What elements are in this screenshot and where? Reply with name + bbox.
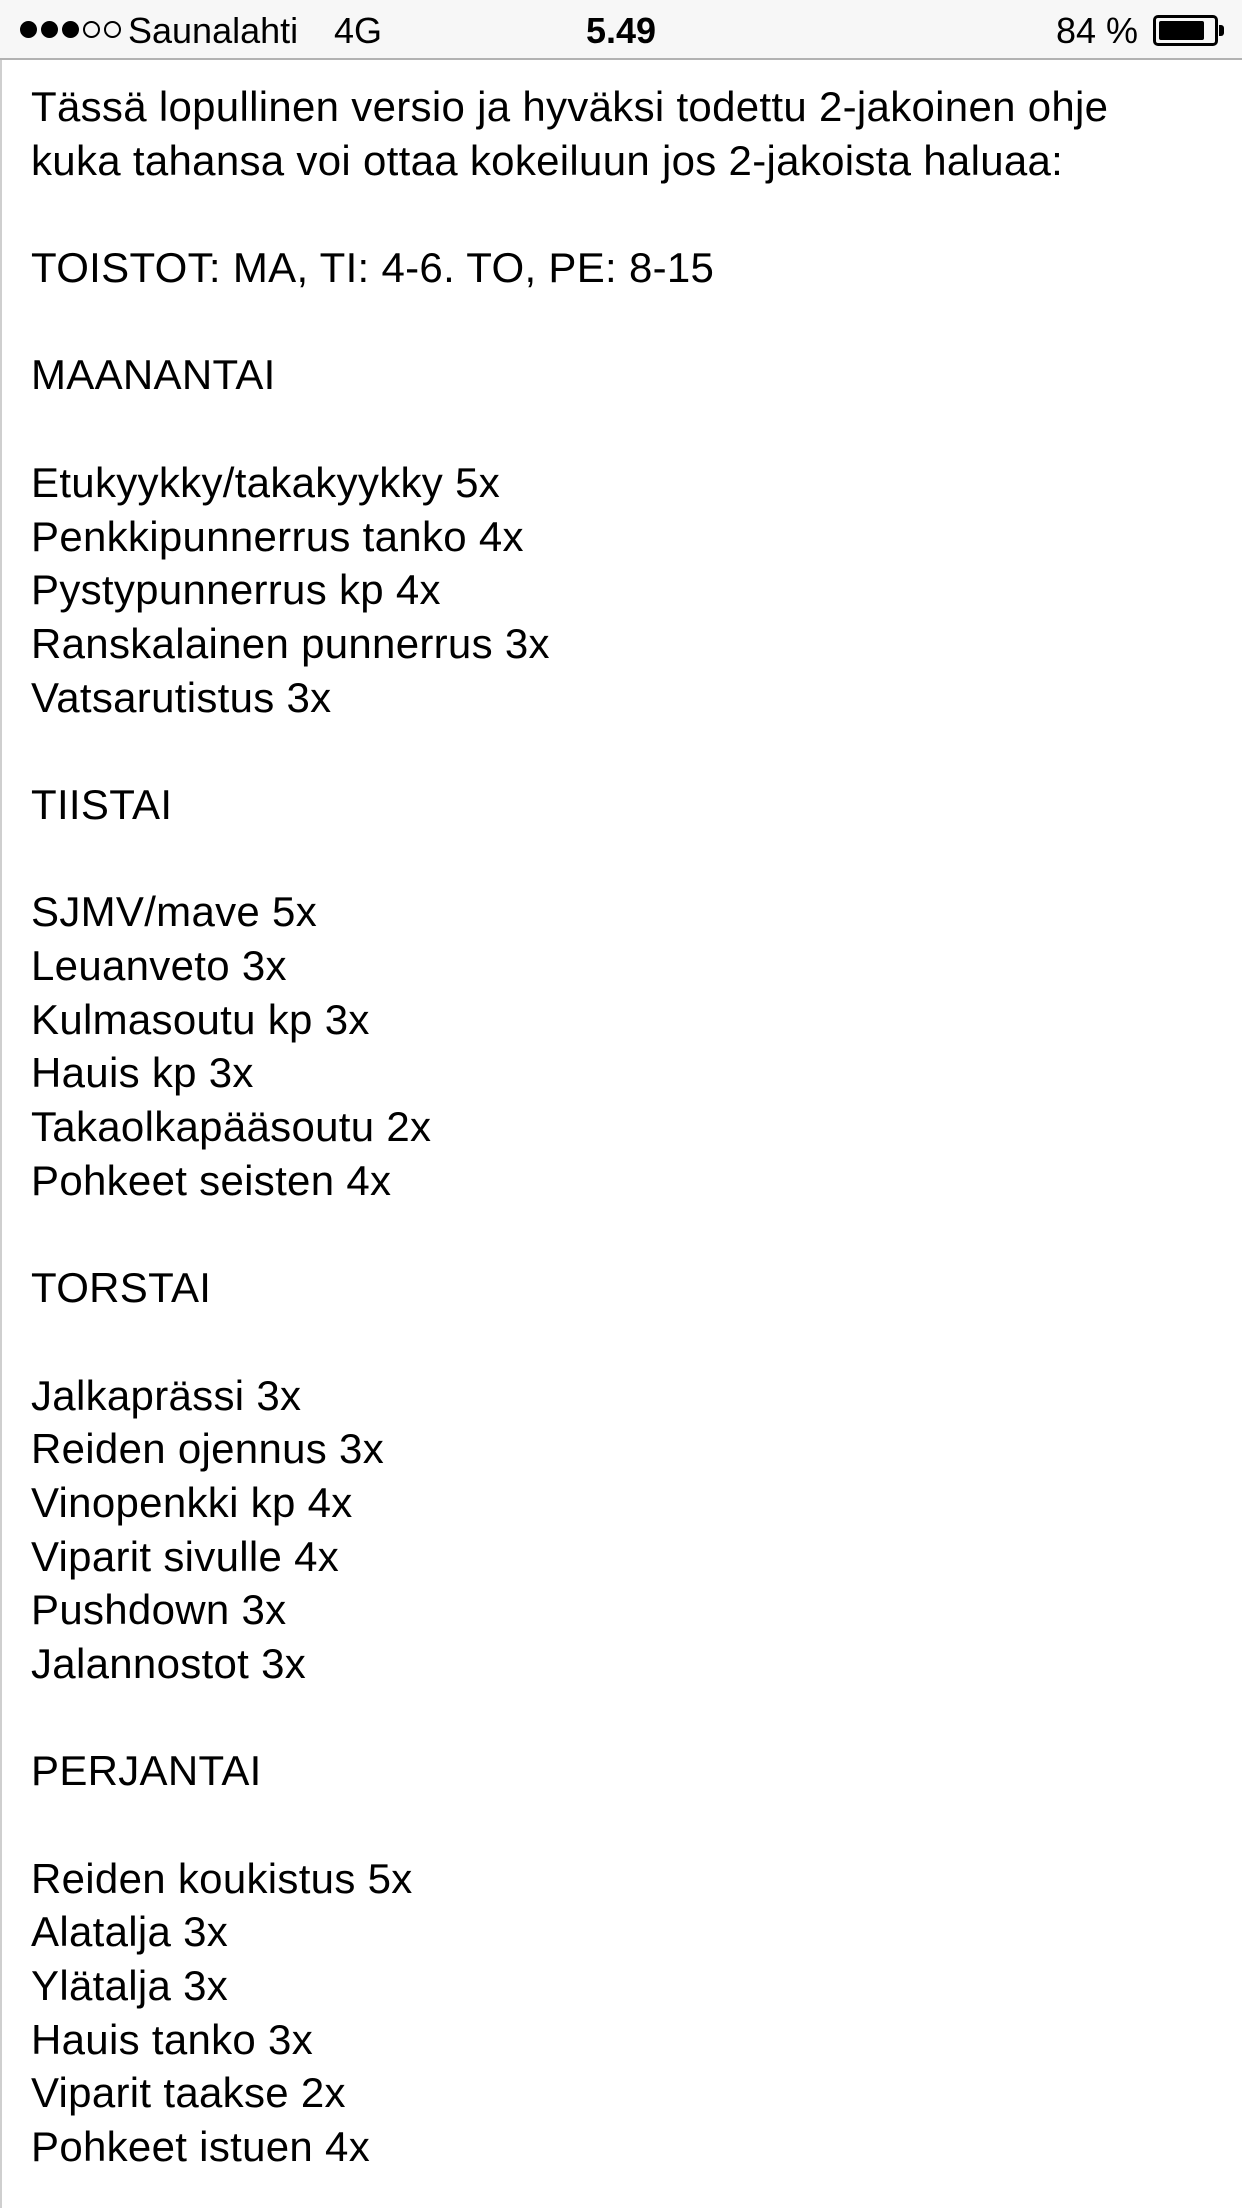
note-line: kuka tahansa voi ottaa kokeiluun jos 2-jakoista haluaa: xyxy=(31,136,1064,184)
note-line: SJMV/mave 5x xyxy=(31,888,318,936)
note-line: Hauis kp 3x xyxy=(31,1049,254,1097)
note-line: Reiden ojennus 3x xyxy=(31,1425,385,1473)
network-type: 4G xyxy=(334,10,383,51)
note-line xyxy=(31,1315,1242,1369)
note-line: Pohkeet istuen 4x xyxy=(31,2123,370,2171)
note-line: Jalannostot 3x xyxy=(31,1639,307,1687)
note-line: Viparit sivulle 4x xyxy=(31,1532,340,1580)
note-line: Kulmasoutu kp 3x xyxy=(31,995,370,1043)
note-line: TOISTOT: MA, TI: 4-6. TO, PE: 8-15 xyxy=(31,244,715,292)
note-line: MAANANTAI xyxy=(31,351,276,399)
note-line: Jalkaprässi 3x xyxy=(31,1371,302,1419)
note-line xyxy=(31,832,1242,886)
note-line: Ylätalja 3x xyxy=(31,1962,229,2010)
note-line: Etukyykky/takakyykky 5x xyxy=(31,458,501,506)
note-line: Tässä lopullinen versio ja hyväksi todettu 2-jakoinen ohje xyxy=(31,83,1109,130)
note-line: TIISTAI xyxy=(31,780,173,828)
battery-percentage: 84 % xyxy=(1055,10,1138,51)
note-line: Reiden koukistus 5x xyxy=(31,1854,413,1902)
note-line: Pohkeet seisten 4x xyxy=(31,1156,392,1204)
note-line: Alatalja 3x xyxy=(31,1908,229,1956)
note-line: Pystypunnerrus kp 4x xyxy=(31,566,441,614)
note-line: Leuanveto 3x xyxy=(31,942,287,989)
note-line: Penkkipunnerrus tanko 4x xyxy=(31,512,524,560)
note-line xyxy=(31,724,1242,778)
status-bar xyxy=(0,0,1242,60)
note-line: PERJANTAI xyxy=(31,1747,262,1795)
note-line xyxy=(31,402,1242,456)
note-line: Vatsarutistus 3x xyxy=(31,673,332,721)
note-line: Hauis tanko 3x xyxy=(31,2015,314,2063)
note-line: Vinopenkki kp 4x xyxy=(31,1478,353,1526)
note-line xyxy=(31,1207,1242,1261)
battery-tip xyxy=(1219,25,1224,36)
note-line: Takaolkapääsoutu 2x xyxy=(31,1103,432,1151)
note-line: Ranskalainen punnerrus 3x xyxy=(31,619,550,667)
note-line: Viparit taakse 2x xyxy=(31,2069,346,2117)
note-line: Pushdown 3x xyxy=(31,1586,287,1634)
carrier-name: Saunalahti xyxy=(128,10,299,51)
note-line xyxy=(31,1691,1242,1745)
note-line xyxy=(31,187,1242,241)
status-time: 5.49 xyxy=(585,10,657,51)
page-edge-divider xyxy=(0,60,2,2208)
battery-level-fill xyxy=(1159,21,1204,40)
note-line xyxy=(31,295,1242,349)
battery-icon xyxy=(1153,15,1218,46)
note-line: TORSTAI xyxy=(31,1264,212,1312)
note-line xyxy=(31,1798,1242,1852)
note-text-body[interactable] xyxy=(31,80,1242,2174)
